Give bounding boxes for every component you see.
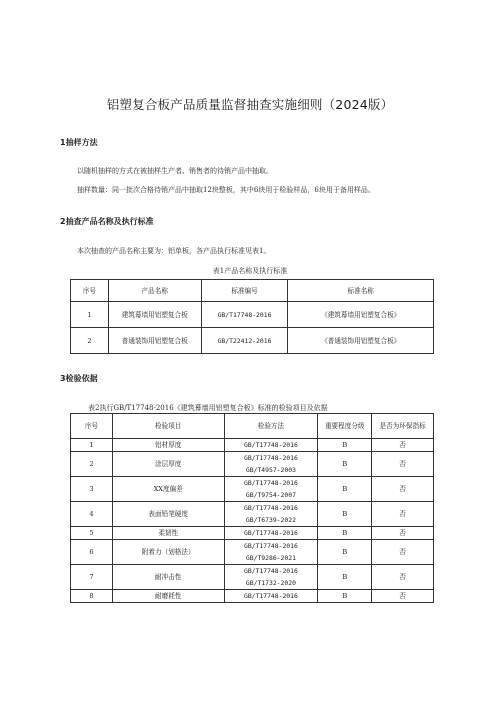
section3-heading: 3检验依据	[60, 374, 98, 383]
table-cell	[224, 477, 318, 502]
table-cell: 否	[372, 565, 434, 590]
table-row	[71, 527, 434, 540]
table-cell	[224, 527, 318, 540]
table2-header-row	[71, 414, 434, 439]
table-cell: B	[318, 565, 372, 590]
table2-header-cell: 序号	[71, 414, 113, 439]
table-cell: 耐冲击性	[112, 565, 224, 590]
table-cell: 否	[372, 502, 434, 527]
table-cell: B	[318, 439, 372, 452]
table-row	[71, 590, 434, 603]
table-cell: 柔韧性	[112, 527, 224, 540]
table1-header-row	[71, 280, 434, 302]
table-cell	[224, 565, 318, 590]
table2	[70, 413, 434, 603]
table2-header-cell: 检验项目	[112, 414, 224, 439]
table-cell: 1	[71, 439, 113, 452]
method-line: GB/T17748-2016	[243, 592, 298, 600]
table-row	[71, 540, 434, 565]
table-cell: 否	[372, 439, 434, 452]
table-cell: 2	[71, 328, 109, 354]
table2-header-cell: 检验方法	[224, 414, 318, 439]
table-cell: 8	[71, 590, 113, 603]
method-line: GB/T17748-2016	[243, 441, 298, 449]
table-row	[71, 439, 434, 452]
table-cell: B	[318, 452, 372, 477]
table1-header-cell: 产品名称	[108, 280, 201, 302]
table-cell: B	[318, 590, 372, 603]
table-cell: GB/T17748-2016	[201, 302, 288, 328]
table-cell: 否	[372, 477, 434, 502]
table-cell: 普通装饰用铝塑复合板	[108, 328, 201, 354]
method-line: GB/T17748-2016	[243, 504, 298, 512]
table-cell: 6	[71, 540, 113, 565]
table-cell: 2	[71, 452, 113, 477]
table-row	[71, 302, 434, 328]
table-cell: XX度偏差	[112, 477, 224, 502]
section1-heading: 1抽样方法	[60, 138, 98, 147]
table1-caption: 表1产品名称及执行标准	[212, 267, 288, 275]
table-cell: 耐磨耗性	[112, 590, 224, 603]
table-cell	[224, 439, 318, 452]
table-row	[71, 502, 434, 527]
table-cell: 表面铅笔硬度	[112, 502, 224, 527]
table-cell: 否	[372, 540, 434, 565]
table-cell: 铝材厚度	[112, 439, 224, 452]
table-cell: 3	[71, 477, 113, 502]
table-cell: B	[318, 527, 372, 540]
table-cell: 否	[372, 590, 434, 603]
table-cell: 否	[372, 452, 434, 477]
section1-paragraph-1: 以随机抽样的方式在被抽样生产者、销售者的待销产品中抽取。	[77, 167, 273, 175]
table-cell: 建筑幕墙用铝塑复合板	[108, 302, 201, 328]
table1-header-cell: 标准编号	[201, 280, 288, 302]
table-cell	[224, 590, 318, 603]
table-cell: 1	[71, 302, 109, 328]
table-row	[71, 328, 434, 354]
table-cell: 附着力（划格法）	[112, 540, 224, 565]
method-line: GB/T4957-2003	[245, 466, 296, 474]
method-line: GB/T1732-2020	[245, 579, 296, 587]
section1-paragraph-2: 抽样数量：同一批次合格待销产品中抽取12块整板，其中6块用于检验样品，6块用于备用样品。	[77, 186, 375, 194]
table-cell	[224, 452, 318, 477]
table-cell: 《建筑幕墙用铝塑复合板》	[288, 302, 434, 328]
table-row	[71, 452, 434, 477]
method-line: GB/T9286-2021	[245, 554, 296, 562]
table-row	[71, 565, 434, 590]
table-cell: 5	[71, 527, 113, 540]
table2-header-cell: 重要程度分级	[318, 414, 372, 439]
table-cell: 否	[372, 527, 434, 540]
table-cell	[224, 502, 318, 527]
section2-heading: 2抽查产品名称及执行标准	[60, 217, 154, 226]
table-cell	[224, 540, 318, 565]
method-line: GB/T6739-2022	[245, 516, 296, 524]
table1	[70, 279, 434, 354]
table2-caption: 表2执行GB/T17748-2016《建筑幕墙用铝塑复合板》标准的检验项目及依据	[88, 404, 328, 412]
method-line: GB/T17748-2016	[243, 567, 298, 575]
section2-paragraph-1: 本次抽查的产品名称主要为：铝单板，各产品执行标准见表1。	[77, 247, 271, 255]
table-cell: 4	[71, 502, 113, 527]
table-cell: GB/T22412-2016	[201, 328, 288, 354]
method-line: GB/T17748-2016	[243, 454, 298, 462]
method-line: GB/T17748-2016	[243, 542, 298, 550]
method-line: GB/T17748-2016	[243, 479, 298, 487]
table-cell: B	[318, 540, 372, 565]
table2-header-cell: 是否为环保指标	[372, 414, 434, 439]
table-cell: B	[318, 502, 372, 527]
table-cell: B	[318, 477, 372, 502]
page-title: 铝塑复合板产品质量监督抽查实施细则（2024版）	[106, 97, 394, 112]
table1-header-cell: 标准名称	[288, 280, 434, 302]
table-row	[71, 477, 434, 502]
method-line: GB/T9754-2007	[245, 491, 296, 499]
table1-header-cell: 序号	[71, 280, 109, 302]
table-cell: 涂层厚度	[112, 452, 224, 477]
table-cell: 7	[71, 565, 113, 590]
table-cell: 《普通装饰用铝塑复合板》	[288, 328, 434, 354]
method-line: GB/T17748-2016	[243, 529, 298, 537]
